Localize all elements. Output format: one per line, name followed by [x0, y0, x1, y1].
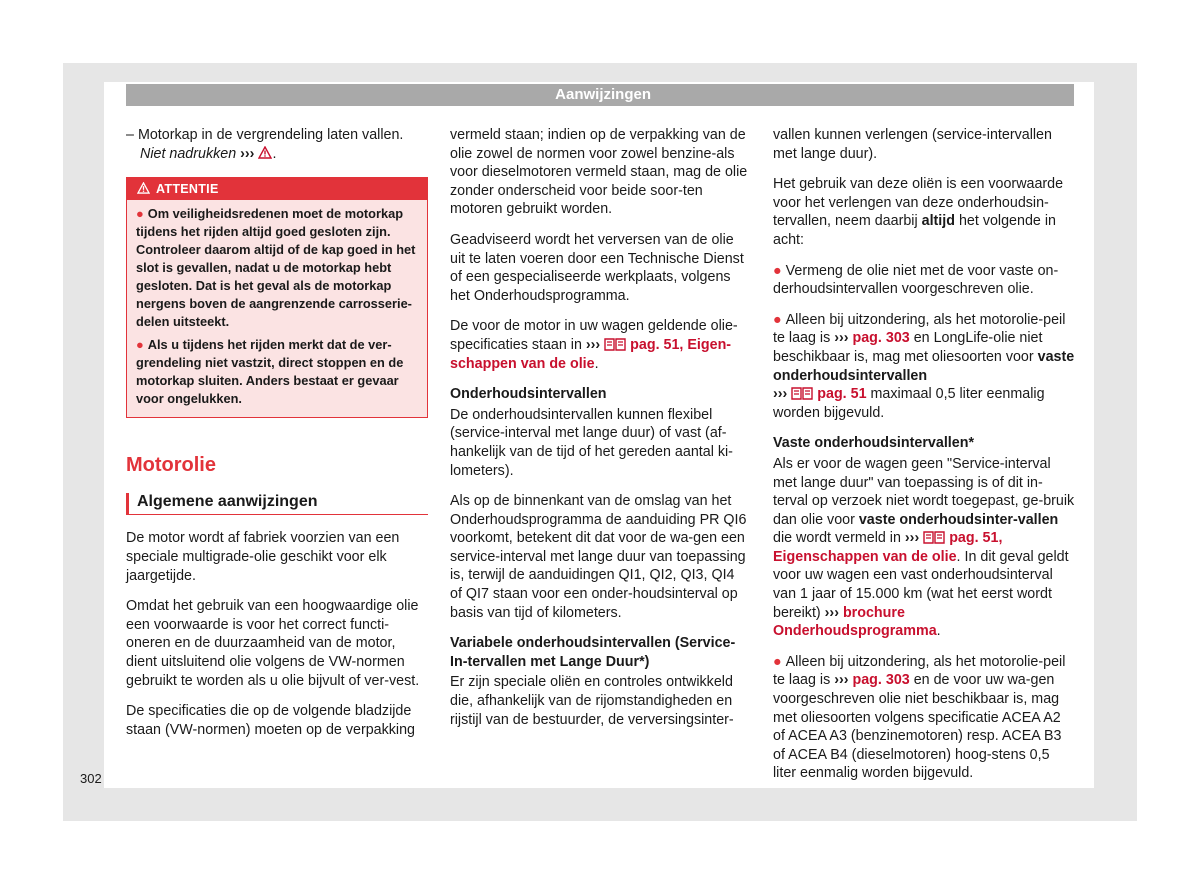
paragraph: Het gebruik van deze oliën is een voorwaarde voor het verlengen van deze onderhoudsin-tervallen, neem daarbij altijd het volgende in acht:	[773, 176, 1064, 248]
bullet-item: ● Alleen bij uitzondering, als het motorolie-peil te laag is ››› pag. 303 en de voor uw wa-gen voorgeschreven olie niet beschikbaar is, mag met oliesoorten volgens specificatie ACEA A2 of ACEA A3 (benzinemotoren) resp. ACEA B3 of ACEA B4 (dieselmotoren) hoog-stens 0,5 liter eenmalig worden bijgevuld.	[773, 653, 1066, 782]
paragraph: De voor de motor in uw wagen geldende olie-specificaties staan in ››› pag. 51, Eigen-schappen van de olie.	[450, 318, 738, 372]
paragraph: Omdat het gebruik van een hoogwaardige olie een voorwaarde is voor het correct functi-oneren en de duurzaamheid van de motor, dient uitsluitend olie volgens de VW-normen gebruikt te worden als u olie bijvult of ver-vest.	[126, 598, 420, 689]
arrow-glyph: ›››	[824, 604, 839, 621]
column-right	[773, 126, 1075, 795]
book-reference-icon	[791, 386, 813, 400]
book-reference-icon	[604, 337, 626, 351]
paragraph: Er zijn speciale oliën en controles ontwikkeld die, afhankelijk van de rijomstandigheden en rijstijl van de bestuurder, de verversingsinter-	[450, 674, 734, 728]
paragraph: De motor wordt af fabriek voorzien van een speciale multigrade-olie geschikt voor elk jaargetijde.	[126, 530, 400, 584]
page-reference-link[interactable]: pag. 51, Eigenschappen van de olie	[773, 530, 1003, 565]
page-header	[126, 84, 1074, 106]
page-reference-link[interactable]: pag. 303	[852, 330, 910, 347]
subsection-title: Algemene aanwijzingen	[126, 493, 428, 516]
warning-header	[127, 178, 427, 200]
header-title: Aanwijzingen	[555, 86, 651, 103]
arrow-glyph: ›››	[834, 672, 849, 689]
page-number: 302	[80, 771, 102, 786]
paragraph: Als op de binnenkant van de omslag van het Onderhoudsprogramma de aanduiding PR QI6 voorkomt, betekent dit dat voor de wa-gen een service-interval met lange duur van toepassing is, terwijl de aanduidingen QI1, QI2, QI3, QI4 of QI7 staan voor een onder-houdsinterval op basis van tijd of kilometers.	[450, 493, 747, 621]
arrow-glyph: ›››	[240, 145, 255, 162]
heading: Onderhoudsintervallen	[450, 386, 607, 403]
warning-body	[127, 200, 427, 417]
bullet-item: ● Vermeng de olie niet met de voor vaste on-derhoudsintervallen voorgeschreven olie.	[773, 262, 1059, 298]
paragraph: De specificaties die op de volgende bladzijde staan (VW-normen) moeten op de verpakking	[126, 703, 415, 738]
heading: Vaste onderhoudsintervallen*	[773, 435, 975, 452]
step-text: Motorkap in de vergrendeling laten vallen.	[137, 127, 404, 143]
paragraph: vermeld staan; indien op de verpakking van de olie zowel de normen voor zowel benzine-als voor dieselmotoren vermeld staan, mag de olie zonder onderscheid voor beide soor-ten motoren gebruikt worden.	[450, 127, 748, 218]
arrow-glyph: ›››	[773, 386, 788, 403]
page-reference-link[interactable]: pag. 51	[817, 386, 867, 403]
brochure-reference-link[interactable]: brochure Onderhoudsprogramma	[773, 604, 937, 640]
warning-icon	[137, 178, 150, 200]
section-title: Motorolie	[126, 454, 216, 477]
step-italic: Niet nadrukken	[140, 145, 237, 162]
warning-triangle-icon	[258, 146, 272, 162]
column-left	[126, 126, 428, 751]
warning-box	[126, 177, 428, 418]
arrow-glyph: ›››	[834, 330, 849, 347]
page-reference-link[interactable]: pag. 303	[852, 672, 910, 689]
warning-item: ● Als u tijdens het rijden merkt dat de ver-grendeling niet vastzit, direct stoppen en de motorkap sluiten. Anders bestaat er gevaar voor ongelukken.	[136, 337, 404, 407]
column-middle	[450, 126, 750, 741]
step-item: – Motorkap in de vergrendeling laten vallen. Niet nadrukken ››› .	[126, 127, 404, 162]
paragraph: Geadviseerd wordt het verversen van de olie uit te laten voeren door een Technische Dienst of een gespecialiseerde werkplaats, volgens het Onderhoudsprogramma.	[450, 231, 744, 304]
paragraph: Als er voor de wagen geen "Service-interval met lange duur" van toepassing is of dit in-terval op verzoek niet wordt toegepast, ge-bruik dan olie voor vaste onderhoudsinter-vallen die wordt vermeld in ››› pag. 51, Eigenschappen van de olie. In dit geval geldt voor uw wagen een vast onderhoudsinterval van 1 jaar of 15.000 km (wat het eerst wordt bereikt) ››› brochure Onderhoudsprogramma.	[773, 455, 1075, 640]
arrow-glyph: ›››	[585, 336, 601, 353]
arrow-glyph: ›››	[904, 530, 920, 547]
warning-label: ATTENTIE	[156, 182, 219, 197]
paragraph: vallen kunnen verlengen (service-intervallen met lange duur).	[773, 127, 1052, 162]
book-reference-icon	[923, 530, 945, 544]
paragraph: De onderhoudsintervallen kunnen flexibel (service-interval met lange duur) of vast (af-hankelijk van de tijd of het gereden aantal ki-lometers).	[450, 406, 733, 479]
bullet-item: ● Alleen bij uitzondering, als het motorolie-peil te laag is ››› pag. 303 en LongLife-olie niet beschikbaar is, mag met oliesoorten voor vaste onderhoudsintervallen ››› pag. 51 maximaal 0,5 liter eenmalig worden bijgevuld.	[773, 311, 1075, 421]
heading: Variabele onderhoudsintervallen (Service-In-tervallen met Lange Duur*)	[450, 635, 736, 670]
page-reference-link[interactable]: pag. 51, Eigen-schappen van de olie	[450, 336, 732, 372]
warning-item: ● Om veiligheidsredenen moet de motorkap tijdens het rijden altijd goed gesloten zijn. Controleer daarom altijd of de kap goed in het slot is gevallen, nadat u de motorkap hebt gesloten. Dat is het geval als de motorkap nergens boven de aangrenzende carrosserie-delen uitsteekt.	[136, 206, 416, 330]
